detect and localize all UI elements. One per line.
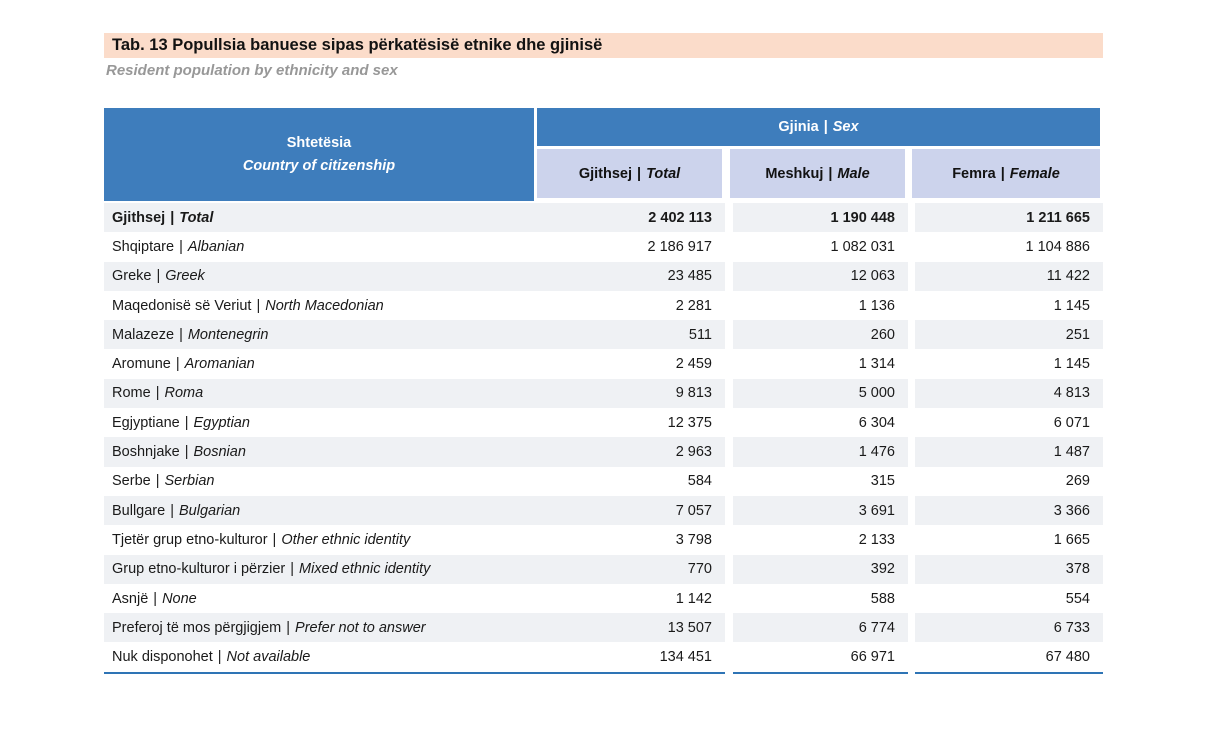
column-gap	[725, 349, 733, 378]
cell-male: 1 476	[733, 437, 908, 466]
column-gap	[908, 467, 915, 496]
table-row	[104, 408, 1103, 437]
column-gap	[725, 437, 733, 466]
row-label: Shqiptare | Albanian	[104, 232, 540, 261]
cell-total: 770	[540, 555, 725, 584]
table-row	[104, 525, 1103, 554]
column-gap	[725, 467, 733, 496]
column-gap	[725, 291, 733, 320]
cell-total: 13 507	[540, 613, 725, 642]
column-gap	[725, 613, 733, 642]
column-gap	[722, 149, 730, 198]
cell-male: 2 133	[733, 525, 908, 554]
rule-segment	[915, 672, 1103, 674]
cell-total: 9 813	[540, 379, 725, 408]
table-row	[104, 232, 1103, 261]
group-header-sq: Gjinia	[778, 119, 819, 135]
column-gap	[725, 584, 733, 613]
cell-female: 1 211 665	[915, 203, 1103, 232]
table-row	[104, 349, 1103, 378]
cell-female: 1 145	[915, 349, 1103, 378]
table-bottom-rule	[104, 672, 1103, 674]
table-row	[104, 584, 1103, 613]
column-gap	[725, 262, 733, 291]
page-content	[104, 33, 1103, 674]
column-header-female: Femra | Female	[912, 149, 1100, 198]
row-label: Boshnjake | Bosnian	[104, 437, 540, 466]
column-gap	[908, 232, 915, 261]
row-label: Malazeze | Montenegrin	[104, 320, 540, 349]
row-label: Grup etno-kulturor i përzier | Mixed ethnic identity	[104, 555, 540, 584]
cell-total: 2 186 917	[540, 232, 725, 261]
row-header-sq: Shtetësia	[286, 135, 352, 152]
column-gap	[908, 203, 915, 232]
cell-total: 1 142	[540, 584, 725, 613]
column-gap	[725, 203, 733, 232]
row-label: Aromune | Aromanian	[104, 349, 540, 378]
table-row	[104, 496, 1103, 525]
rule-segment	[104, 672, 725, 674]
group-header-en: Sex	[832, 119, 859, 135]
pipe-separator: |	[637, 165, 642, 182]
column-gap	[908, 525, 915, 554]
cell-male: 1 314	[733, 349, 908, 378]
page-subtitle: Resident population by ethnicity and sex	[106, 62, 398, 79]
column-gap	[908, 379, 915, 408]
subheader-row	[537, 149, 1100, 198]
table-row	[104, 320, 1103, 349]
pipe-separator: |	[1000, 165, 1005, 182]
cell-female: 1 665	[915, 525, 1103, 554]
cell-total: 511	[540, 320, 725, 349]
row-label: Egjyptiane | Egyptian	[104, 408, 540, 437]
row-label: Bullgare | Bulgarian	[104, 496, 540, 525]
row-label: Maqedonisë së Veriut | North Macedonian	[104, 291, 540, 320]
cell-female: 1 487	[915, 437, 1103, 466]
table-row	[104, 379, 1103, 408]
row-label: Greke | Greek	[104, 262, 540, 291]
column-gap	[908, 584, 915, 613]
table-row	[104, 555, 1103, 584]
page-title: Tab. 13 Popullsia banuese sipas përkatësisë etnike dhe gjinisë	[112, 36, 603, 54]
column-gap	[725, 525, 733, 554]
cell-female: 6 071	[915, 408, 1103, 437]
cell-total: 2 963	[540, 437, 725, 466]
column-gap	[908, 349, 915, 378]
cell-female: 67 480	[915, 642, 1103, 671]
column-gap	[725, 496, 733, 525]
column-gap	[725, 320, 733, 349]
table-header	[104, 108, 1103, 201]
cell-female: 11 422	[915, 262, 1103, 291]
column-gap	[725, 379, 733, 408]
cell-male: 1 190 448	[733, 203, 908, 232]
cell-total: 23 485	[540, 262, 725, 291]
row-label: Tjetër grup etno-kulturor | Other ethnic identity	[104, 525, 540, 554]
row-label: Asnjë | None	[104, 584, 540, 613]
rule-gap	[725, 672, 733, 674]
cell-total: 2 459	[540, 349, 725, 378]
cell-male: 1 082 031	[733, 232, 908, 261]
table-row	[104, 437, 1103, 466]
cell-total: 12 375	[540, 408, 725, 437]
column-gap	[908, 320, 915, 349]
cell-female: 1 145	[915, 291, 1103, 320]
cell-total: 2 402 113	[540, 203, 725, 232]
pipe-separator: |	[823, 119, 828, 135]
cell-female: 6 733	[915, 613, 1103, 642]
row-header-en: Country of citizenship	[242, 157, 396, 174]
cell-total: 2 281	[540, 291, 725, 320]
cell-male: 315	[733, 467, 908, 496]
cell-female: 3 366	[915, 496, 1103, 525]
column-gap	[908, 291, 915, 320]
row-label: Preferoj të mos përgjigjem | Prefer not to answer	[104, 613, 540, 642]
table-row	[104, 262, 1103, 291]
cell-male: 12 063	[733, 262, 908, 291]
column-gap	[908, 642, 915, 671]
table-title-bar	[104, 33, 1103, 58]
table-body	[104, 203, 1103, 672]
cell-female: 251	[915, 320, 1103, 349]
cell-total: 7 057	[540, 496, 725, 525]
column-header-block	[537, 108, 1100, 201]
column-gap	[908, 408, 915, 437]
cell-male: 5 000	[733, 379, 908, 408]
cell-male: 1 136	[733, 291, 908, 320]
column-header-male: Meshkuj | Male	[730, 149, 905, 198]
cell-male: 6 304	[733, 408, 908, 437]
cell-female: 269	[915, 467, 1103, 496]
table-row	[104, 291, 1103, 320]
column-gap	[725, 232, 733, 261]
table-row	[104, 642, 1103, 671]
cell-female: 554	[915, 584, 1103, 613]
row-label: Serbe | Serbian	[104, 467, 540, 496]
cell-female: 4 813	[915, 379, 1103, 408]
column-gap	[908, 437, 915, 466]
cell-male: 66 971	[733, 642, 908, 671]
column-gap	[908, 496, 915, 525]
pipe-separator: |	[828, 165, 833, 182]
row-label: Gjithsej | Total	[104, 203, 540, 232]
column-gap	[905, 149, 912, 198]
cell-total: 584	[540, 467, 725, 496]
rule-gap	[908, 672, 915, 674]
column-gap	[725, 408, 733, 437]
cell-female: 378	[915, 555, 1103, 584]
cell-male: 260	[733, 320, 908, 349]
population-table	[104, 108, 1103, 674]
table-row	[104, 467, 1103, 496]
column-header-total: Gjithsej | Total	[537, 149, 722, 198]
cell-male: 6 774	[733, 613, 908, 642]
table-row	[104, 203, 1103, 232]
rule-segment	[733, 672, 908, 674]
column-gap	[908, 613, 915, 642]
column-gap	[908, 262, 915, 291]
cell-female: 1 104 886	[915, 232, 1103, 261]
group-header-cell	[537, 108, 1100, 149]
column-gap	[725, 555, 733, 584]
cell-total: 134 451	[540, 642, 725, 671]
column-gap	[725, 642, 733, 671]
cell-total: 3 798	[540, 525, 725, 554]
cell-male: 588	[733, 584, 908, 613]
table-row	[104, 613, 1103, 642]
row-label: Nuk disponohet | Not available	[104, 642, 540, 671]
row-header-cell	[104, 108, 537, 201]
cell-male: 392	[733, 555, 908, 584]
cell-male: 3 691	[733, 496, 908, 525]
row-label: Rome | Roma	[104, 379, 540, 408]
column-gap	[908, 555, 915, 584]
